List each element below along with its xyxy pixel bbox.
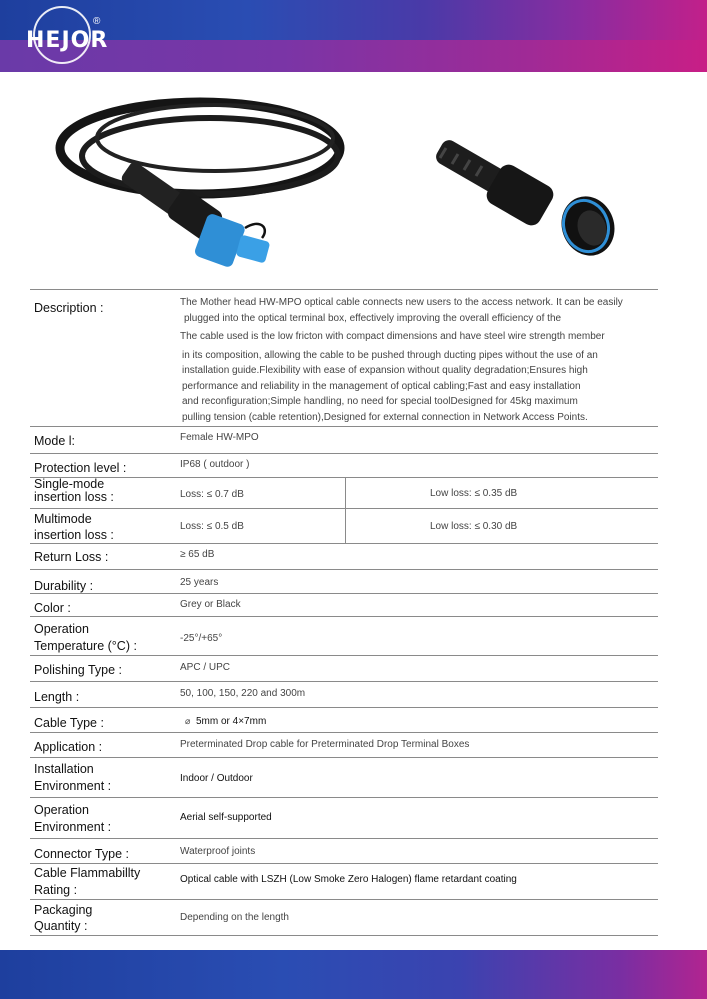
connector-type-label: Connector Type : [34,847,129,861]
spec-row-polishing [30,656,658,682]
description-line: performance and reliability in the management of optical cabling;Fast and easy installation [182,380,581,392]
diameter-icon: ⌀ [185,716,191,726]
application-label: Application : [34,740,103,754]
durability-value: 25 years [180,577,219,588]
description-line: The cable used is the low fricton with compact dimensions and have steel wire strength member [180,331,605,342]
operation-temp-label: Operation Temperature (°C) : [34,622,137,653]
spec-row-cable-type [30,708,658,733]
spec-row-connector-type [30,839,658,864]
description-line: The Mother head HW-MPO optical cable connects new users to the access network. It can be easily [180,297,623,308]
single-mode-loss: Loss: ≤ 0.7 dB [180,489,244,500]
return-loss-label: Return Loss : [34,550,109,564]
page-header [0,0,707,72]
description-line: installation guide.Flexibility with ease of expansion without quality degradation;Ensures high [182,365,588,376]
page-footer [0,950,707,999]
description-line: in its composition, allowing the cable to be pushed through ducting pipes without the use of an [182,349,598,361]
cable-coil-image [60,102,340,268]
spec-row-protection [30,454,658,478]
spec-row-length [30,682,658,708]
multimode-loss: Loss: ≤ 0.5 dB [180,521,244,532]
length-value: 50, 100, 150, 220 and 300m [180,688,306,699]
connector-type-value: Waterproof joints [180,846,256,857]
model-value: Female HW-MPO [180,432,259,443]
multimode-label: Multimode insertion loss : [34,512,114,542]
operation-temp-value: -25°/+65° [180,633,223,644]
length-label: Length : [34,690,80,704]
protection-label: Protection level : [34,461,127,475]
spec-row-single-mode [30,478,658,509]
spec-row-color [30,594,658,617]
spec-row-return-loss [30,544,658,570]
installation-env-label: Installation Environment : [34,762,112,793]
spec-row-operation-env [30,798,658,839]
flammability-label: Cable Flammabillty Rating : [34,866,141,897]
spec-row-multimode [30,509,658,544]
single-mode-label: Single-mode insertion loss : [34,477,114,504]
spec-row-description [30,290,658,427]
packaging-label: Packaging Quantity : [34,903,93,933]
color-label: Color : [34,601,71,615]
cable-type-value: ⌀ 5mm or 4×7mm [185,716,267,727]
description-line: and reconfiguration;Simple handling, no need for special toolDesigned for 45kg maximum [182,396,578,407]
return-loss-value: ≥ 65 dB [180,549,215,560]
single-mode-low-loss: Low loss: ≤ 0.35 dB [430,488,518,499]
spec-row-installation-env [30,758,658,798]
description-line: plugged into the optical terminal box, effectively improving the overall efficiency of the [184,312,562,324]
operation-env-label: Operation Environment : [34,803,112,834]
application-value: Preterminated Drop cable for Preterminated Drop Terminal Boxes [180,739,470,750]
description-line: pulling tension (cable retention),Designed for external connection in Network Access Points. [182,411,588,423]
spec-row-model [30,427,658,454]
durability-label: Durability : [34,579,94,593]
spec-row-packaging [30,900,658,936]
description-text [180,295,658,425]
description-label: Description : [34,301,104,315]
color-value: Grey or Black [180,599,241,610]
spec-row-flammability [30,864,658,900]
packaging-value: Depending on the length [180,912,289,923]
spec-row-application [30,733,658,758]
model-label: Mode l: [34,434,75,448]
brand-logo: HEJOR [26,28,109,53]
cable-type-label: Cable Type : [34,716,104,730]
multimode-low-loss: Low loss: ≤ 0.30 dB [430,521,518,532]
operation-env-value: Aerial self-supported [180,812,272,823]
spec-row-operation-temp [30,617,658,656]
connector-image [433,137,623,263]
protection-value: IP68 ( outdoor ) [180,459,250,470]
installation-env-value: Indoor / Outdoor [180,773,253,784]
polishing-label: Polishing Type : [34,663,123,677]
flammability-value: Optical cable with LSZH (Low Smoke Zero Halogen) flame retardant coating [180,874,517,885]
spec-row-durability [30,570,658,594]
polishing-value: APC / UPC [180,662,231,673]
registered-mark: ® [93,16,101,27]
product-images [0,78,707,283]
